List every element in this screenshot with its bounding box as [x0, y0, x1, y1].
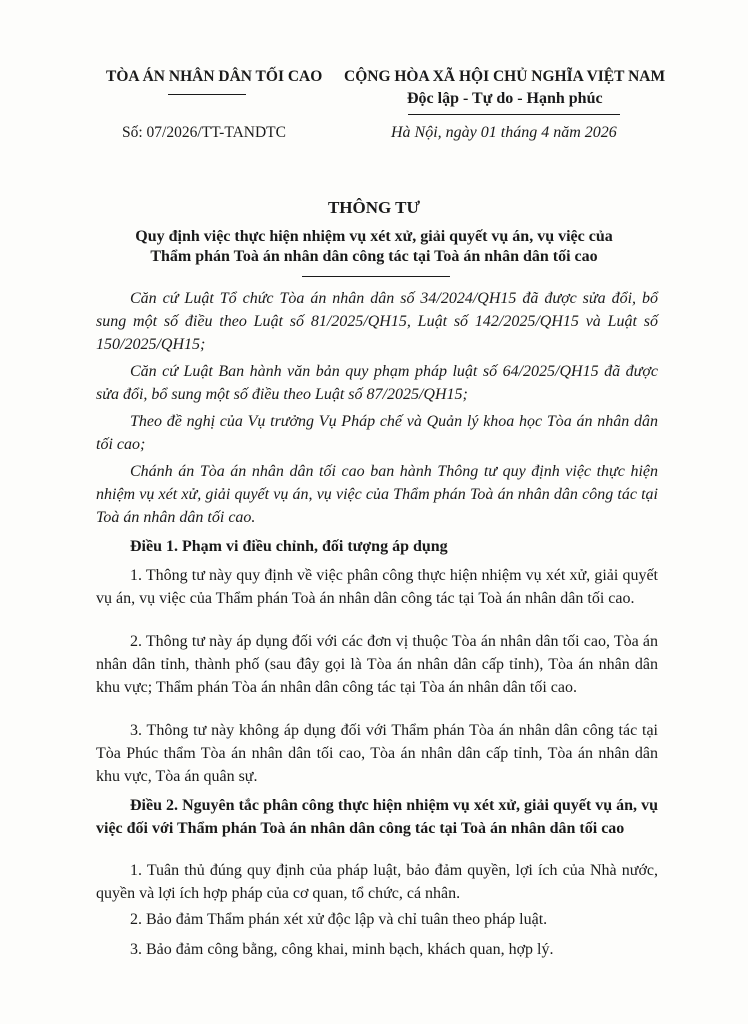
preamble-2: Căn cứ Luật Ban hành văn bản quy phạm pháp luật số 64/2025/QH15 đã được sửa đổi, bổ sung một số điều theo Luật số 87/2025/QH15;: [96, 363, 658, 403]
document-subject-line1: Quy định việc thực hiện nhiệm vụ xét xử, giải quyết vụ án, vụ việc của: [135, 228, 613, 245]
article-2-title: Điều 2. Nguyên tắc phân công thực hiện nhiệm vụ xét xử, giải quyết vụ án, vụ việc đối với Thẩm phán Toà án nhân dân công tác tại Toà án nhân dân tối cao: [96, 797, 658, 837]
preamble-4: Chánh án Tòa án nhân dân tối cao ban hành Thông tư quy định việc thực hiện nhiệm vụ xét xử, giải quyết vụ án, vụ việc của Thẩm phán Toà án nhân dân công tác tại Toà án nhân dân tối cao.: [96, 463, 658, 526]
article-1-clause-1: 1. Thông tư này quy định về việc phân công thực hiện nhiệm vụ xét xử, giải quyết vụ án, vụ việc của Thẩm phán Toà án nhân dân công tác tại Toà án nhân dân tối cao.: [96, 567, 658, 607]
document-type: THÔNG TƯ: [327, 198, 421, 217]
court-name-underline: [168, 94, 246, 95]
article-2-clause-3: 3. Bảo đảm công bằng, công khai, minh bạch, khách quan, hợp lý.: [130, 941, 554, 958]
title-underline: [302, 276, 450, 277]
nation-name: CỘNG HÒA XÃ HỘI CHỦ NGHĨA VIỆT NAM: [344, 68, 666, 85]
article-1-clause-2: 2. Thông tư này áp dụng đối với các đơn vị thuộc Tòa án nhân dân tối cao, Tòa án nhân dân tỉnh, thành phố (sau đây gọi là Tòa án nhân dân cấp tỉnh), Tòa án nhân dân khu vực; Thẩm phán Tòa án nhân dân công tác tại Tòa án nhân dân tối cao.: [96, 633, 658, 696]
document-number: Số: 07/2026/TT-TANDTC: [122, 124, 286, 141]
article-2-clause-2: 2. Bảo đảm Thẩm phán xét xử độc lập và chỉ tuân theo pháp luật.: [130, 911, 548, 928]
preamble-3: Theo đề nghị của Vụ trưởng Vụ Pháp chế và Quản lý khoa học Tòa án nhân dân tối cao;: [96, 413, 658, 453]
article-2-clause-1: 1. Tuân thủ đúng quy định của pháp luật, bảo đảm quyền, lợi ích của Nhà nước, quyền và lợi ích hợp pháp của cơ quan, tổ chức, cá nhân.: [96, 862, 658, 902]
preamble-1: Căn cứ Luật Tổ chức Tòa án nhân dân số 34/2024/QH15 đã được sửa đổi, bổ sung một số điều theo Luật số 81/2025/QH15, Luật số 142/2025/QH15 và Luật số 150/2025/QH15;: [96, 290, 658, 353]
motto-underline: [408, 114, 620, 115]
place-date: Hà Nội, ngày 01 tháng 4 năm 2026: [391, 124, 617, 141]
article-1-title: Điều 1. Phạm vi điều chỉnh, đối tượng áp dụng: [130, 538, 448, 555]
court-name: TÒA ÁN NHÂN DÂN TỐI CAO: [106, 68, 323, 85]
national-motto: Độc lập - Tự do - Hạnh phúc: [407, 90, 603, 107]
document-subject-line2: Thẩm phán Toà án nhân dân công tác tại Toà án nhân dân tối cao: [150, 248, 598, 265]
article-1-clause-3: 3. Thông tư này không áp dụng đối với Thẩm phán Tòa án nhân dân công tác tại Tòa Phúc thẩm Tòa án nhân dân tối cao, Tòa án nhân dân cấp tỉnh, Tòa án nhân dân khu vực, Tòa án quân sự.: [96, 722, 658, 785]
